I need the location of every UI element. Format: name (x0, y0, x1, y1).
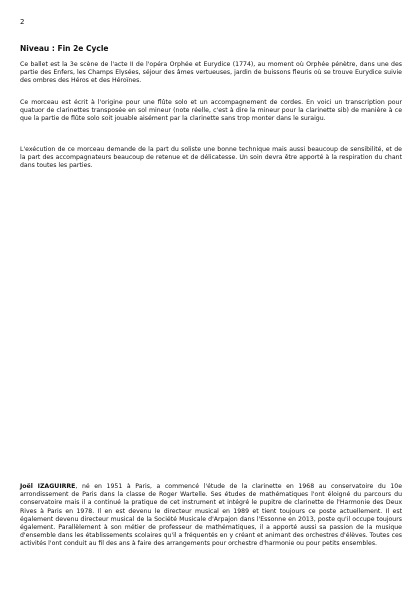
paragraph-performance: L'exécution de ce morceau demande de la part du soliste une bonne technique mais aussi beaucoup de sensibilité, et de la part des accompagnateurs beaucoup de retenue et de délicatesse. Un soin devra être apporté à la respiration du chant dans toutes les parties. (20, 146, 402, 170)
biography-name: Joël IZAGUIRRE (20, 483, 76, 490)
page-number: 2 (20, 18, 25, 26)
paragraph-ballet-context: Ce ballet est la 3e scène de l'acte II de l'opéra Orphée et Eurydice (1774), au moment où Orphée pénètre, dans une des partie des Enfers, les Champs Elysées, séjour des âmes vertueuses, jardin de buissons fleuris où se trouve Eurydice suivie des ombres des Héros et des Héroïnes. (20, 61, 402, 85)
biography (20, 483, 402, 549)
biography-text: , né en 1951 à Paris, a commencé l'étude de la clarinette en 1968 au conservatoire du 10e arrondissement de Paris dans la classe de Roger Wartelle. Ses études de mathématiques l'ont éloigné du parcours du conservatoire mais il a continué la pratique de cet instrument et intégré le pupitre de clarinette de l'Harmonie des Deux Rives à Paris en 1978. Il en est devenu le directeur musical en 1989 et tient toujours ce poste actuellement. Il est également devenu directeur musical de la Société Musicale d'Arpajon dans l'Essonne en 2013, poste qu'il occupe toujours également. Parallèlement à son métier de professeur de mathématiques, il a apporté aussi sa passion de la musique d'ensemble dans les établissements scolaires qu'il a fréquentés en y créant et animant des orchestres d'élèves. Toutes ces activités l'ont conduit au fil des ans à faire des arrangements pour orchestre d'harmonie ou pour petits ensembles. (20, 483, 403, 548)
level-heading: Niveau : Fin 2e Cycle (20, 44, 109, 53)
paragraph-transcription: Ce morceau est écrit à l'origine pour une flûte solo et un accompagnement de cordes. En voici un transcription pour quatuor de clarinettes transposée en sol mineur (note réelle, c'est à dire la mineur pour la clarinette sib) de manière à ce que la partie de flûte solo soit jouable aisément par la clarinette sans trop monter dans le suraigu. (20, 99, 402, 123)
